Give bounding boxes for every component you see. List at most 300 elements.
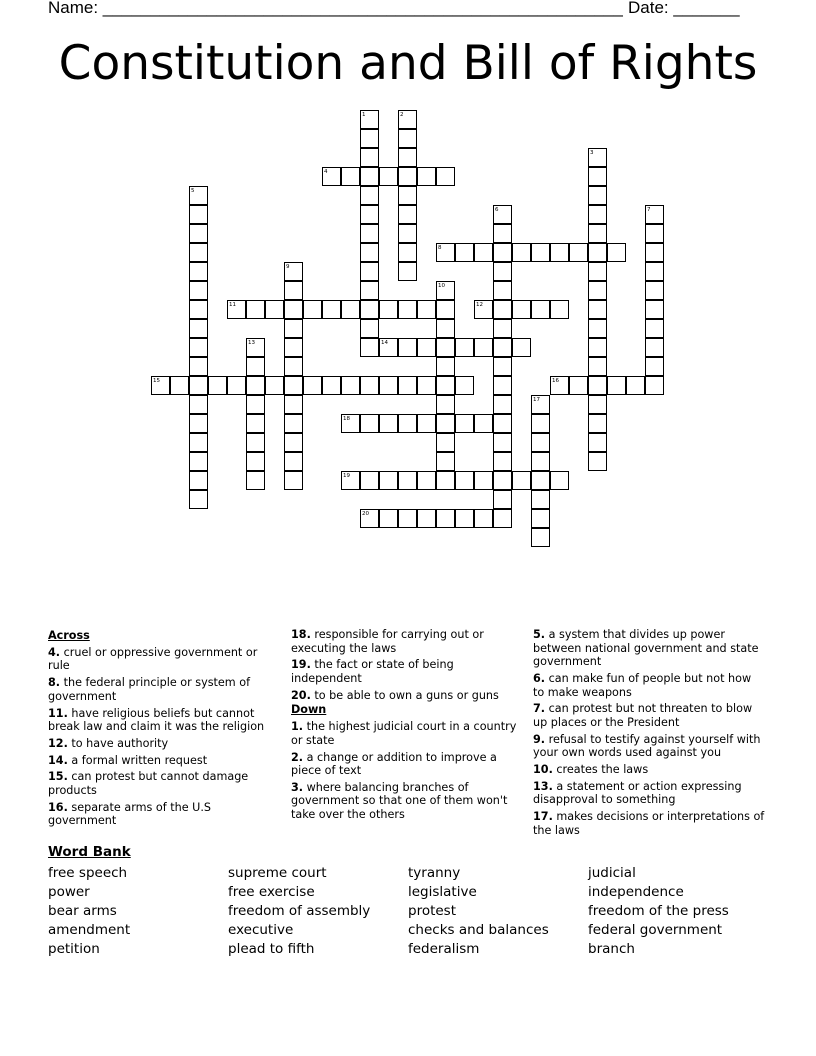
crossword-cell[interactable] — [398, 414, 417, 433]
word-bank-title: Word Bank — [48, 844, 131, 860]
crossword-cell[interactable] — [398, 110, 417, 129]
crossword-cell[interactable] — [360, 243, 379, 262]
word-bank-item: plead to fifth — [228, 941, 315, 957]
crossword-cell[interactable] — [360, 110, 379, 129]
word-bank-item: bear arms — [48, 903, 117, 919]
crossword-cell[interactable] — [588, 186, 607, 205]
word-bank-item: branch — [588, 941, 635, 957]
crossword-cell[interactable] — [227, 300, 246, 319]
crossword-cell[interactable] — [436, 471, 455, 490]
crossword-cell[interactable] — [645, 224, 664, 243]
crossword-cell[interactable] — [474, 300, 493, 319]
crossword-cell[interactable] — [493, 509, 512, 528]
word-bank-item: free exercise — [228, 884, 315, 900]
crossword-cell[interactable] — [588, 414, 607, 433]
clue-number: 15 — [153, 378, 160, 384]
crossword-cell[interactable] — [322, 167, 341, 186]
crossword-cell[interactable] — [588, 376, 607, 395]
clue-text: cruel or oppressive government or rule — [48, 645, 258, 673]
crossword-cell[interactable] — [189, 338, 208, 357]
crossword-cell[interactable] — [284, 471, 303, 490]
crossword-cell[interactable] — [531, 471, 550, 490]
crossword-cell[interactable] — [455, 471, 474, 490]
crossword-cell[interactable] — [436, 452, 455, 471]
crossword-cell[interactable] — [360, 281, 379, 300]
clue-text: can protest but not threaten to blow up places or the President — [533, 702, 753, 729]
clue-item — [291, 658, 523, 685]
crossword-cell[interactable] — [474, 243, 493, 262]
crossword-cell[interactable] — [284, 319, 303, 338]
crossword-cell[interactable] — [398, 338, 417, 357]
clue-text: a statement or action expressing disapproval to something — [533, 779, 742, 807]
crossword-cell[interactable] — [588, 338, 607, 357]
word-bank-item: supreme court — [228, 865, 327, 881]
crossword-cell[interactable] — [189, 300, 208, 319]
word-bank-item: checks and balances — [408, 922, 549, 938]
clue-number: 17. — [533, 810, 553, 824]
crossword-cell[interactable] — [208, 376, 227, 395]
crossword-cell[interactable] — [284, 433, 303, 452]
crossword-cell[interactable] — [398, 205, 417, 224]
crossword-cell[interactable] — [493, 243, 512, 262]
down-heading: Down — [291, 703, 327, 717]
word-bank-item: independence — [588, 884, 684, 900]
crossword-cell[interactable] — [512, 243, 531, 262]
crossword-cell[interactable] — [360, 376, 379, 395]
crossword-cell[interactable] — [436, 319, 455, 338]
clue-number: 16. — [48, 800, 68, 814]
crossword-cell[interactable] — [493, 471, 512, 490]
clues-column-1 — [48, 628, 280, 828]
clue-item — [533, 672, 765, 699]
crossword-cell[interactable] — [455, 376, 474, 395]
crossword-cell[interactable] — [189, 205, 208, 224]
crossword-cell[interactable] — [360, 205, 379, 224]
crossword-cell[interactable] — [493, 376, 512, 395]
crossword-cell[interactable] — [151, 376, 170, 395]
crossword-cell[interactable] — [360, 148, 379, 167]
crossword-cell[interactable] — [360, 224, 379, 243]
clue-number: 14 — [381, 340, 388, 346]
crossword-cell[interactable] — [341, 300, 360, 319]
crossword-cell[interactable] — [588, 205, 607, 224]
crossword-cell[interactable] — [474, 509, 493, 528]
crossword-cell[interactable] — [531, 414, 550, 433]
crossword-cell[interactable] — [417, 338, 436, 357]
clue-text: separate arms of the U.S government — [48, 800, 211, 828]
clue-item — [48, 754, 280, 768]
clue-number: 5. — [533, 628, 546, 641]
crossword-cell[interactable] — [588, 300, 607, 319]
clue-number: 8. — [48, 676, 61, 690]
crossword-cell[interactable] — [360, 414, 379, 433]
clue-number: 16 — [552, 378, 559, 384]
clue-number: 6. — [533, 671, 546, 685]
crossword-cell[interactable] — [360, 262, 379, 281]
crossword-cell[interactable] — [531, 528, 550, 547]
crossword-cell[interactable] — [588, 243, 607, 262]
clue-item — [48, 770, 280, 797]
crossword-cell[interactable] — [379, 300, 398, 319]
crossword-cell[interactable] — [512, 471, 531, 490]
crossword-cell[interactable] — [360, 186, 379, 205]
crossword-cell[interactable] — [493, 205, 512, 224]
crossword-cell[interactable] — [398, 376, 417, 395]
clue-number: 12 — [476, 302, 483, 308]
crossword-cell[interactable] — [474, 414, 493, 433]
page-title: Constitution and Bill of Rights — [58, 36, 758, 91]
word-bank-item: amendment — [48, 922, 131, 938]
clue-text: to have authority — [71, 736, 169, 750]
crossword-cell[interactable] — [588, 281, 607, 300]
crossword-cell[interactable] — [493, 300, 512, 319]
name-field-line: Name: _______________________________________________________ — [48, 0, 623, 17]
crossword-cell[interactable] — [588, 452, 607, 471]
crossword-cell[interactable] — [265, 300, 284, 319]
crossword-cell[interactable] — [436, 338, 455, 357]
crossword-cell[interactable] — [645, 338, 664, 357]
crossword-cell[interactable] — [645, 262, 664, 281]
clue-number: 19. — [291, 658, 311, 672]
clue-number: 7. — [533, 702, 546, 716]
crossword-cell[interactable] — [417, 414, 436, 433]
crossword-cell[interactable] — [417, 167, 436, 186]
crossword-cell[interactable] — [569, 243, 588, 262]
crossword-cell[interactable] — [246, 395, 265, 414]
crossword-cell[interactable] — [322, 376, 341, 395]
crossword-cell[interactable] — [436, 414, 455, 433]
word-bank-item: executive — [228, 922, 294, 938]
clue-text: where balancing branches of government so that one of them won't take over the others — [291, 780, 508, 822]
clue-text: the highest judicial court in a country or state — [291, 720, 517, 747]
crossword-cell[interactable] — [645, 281, 664, 300]
crossword-cell[interactable] — [436, 395, 455, 414]
crossword-cell[interactable] — [588, 148, 607, 167]
clue-number: 2. — [291, 750, 304, 764]
clue-item — [533, 780, 765, 807]
crossword-cell[interactable] — [645, 357, 664, 376]
clue-item — [48, 646, 280, 673]
crossword-cell[interactable] — [588, 395, 607, 414]
crossword-cell[interactable] — [493, 395, 512, 414]
clue-item — [48, 737, 280, 751]
crossword-cell[interactable] — [360, 129, 379, 148]
crossword-cell[interactable] — [246, 300, 265, 319]
clue-number: 10. — [533, 763, 553, 777]
crossword-cell[interactable] — [398, 186, 417, 205]
crossword-cell[interactable] — [550, 376, 569, 395]
crossword-cell[interactable] — [417, 471, 436, 490]
clue-item — [533, 763, 765, 777]
word-bank-item: protest — [408, 903, 457, 919]
clue-number: 9. — [533, 732, 546, 746]
word-bank-item: petition — [48, 941, 100, 957]
crossword-cell[interactable] — [189, 471, 208, 490]
clue-item — [291, 628, 523, 655]
crossword-cell[interactable] — [189, 243, 208, 262]
word-bank-column-1 — [48, 864, 130, 959]
crossword-cell[interactable] — [189, 452, 208, 471]
clue-item — [48, 801, 280, 828]
clue-number: 13. — [533, 779, 553, 793]
clue-number: 15. — [48, 770, 68, 784]
crossword-cell[interactable] — [189, 281, 208, 300]
crossword-cell[interactable] — [284, 376, 303, 395]
clue-text: a system that divides up power between national government and state government — [533, 628, 759, 669]
crossword-cell[interactable] — [379, 471, 398, 490]
clue-number: 19 — [343, 473, 350, 479]
crossword-cell[interactable] — [170, 376, 189, 395]
crossword-cell[interactable] — [284, 414, 303, 433]
crossword-cell[interactable] — [512, 338, 531, 357]
crossword-cell[interactable] — [398, 262, 417, 281]
clue-number: 17 — [533, 397, 540, 403]
crossword-cell[interactable] — [189, 224, 208, 243]
clue-item — [291, 781, 523, 822]
clue-number: 8 — [438, 245, 442, 251]
word-bank-item: power — [48, 884, 90, 900]
clue-number: 3 — [590, 150, 594, 156]
crossword-cell[interactable] — [284, 281, 303, 300]
clue-text: a formal written request — [71, 753, 208, 767]
clue-number: 12. — [48, 736, 68, 750]
clue-number: 3. — [291, 780, 304, 794]
clue-text: a change or addition to improve a piece of text — [291, 750, 497, 778]
crossword-cell[interactable] — [303, 300, 322, 319]
crossword-cell[interactable] — [398, 224, 417, 243]
clue-number: 1. — [291, 720, 304, 734]
crossword-cell[interactable] — [493, 262, 512, 281]
crossword-cell[interactable] — [189, 490, 208, 509]
crossword-cell[interactable] — [455, 414, 474, 433]
crossword-cell[interactable] — [265, 376, 284, 395]
crossword-cell[interactable] — [189, 414, 208, 433]
crossword-cell[interactable] — [284, 357, 303, 376]
crossword-cell[interactable] — [588, 262, 607, 281]
clue-text: creates the laws — [556, 763, 649, 777]
crossword-cell[interactable] — [531, 509, 550, 528]
clue-number: 2 — [400, 112, 404, 118]
date-field-line: Date: _______ — [628, 0, 740, 17]
crossword-cell[interactable] — [360, 338, 379, 357]
crossword-cell[interactable] — [284, 262, 303, 281]
crossword-cell[interactable] — [645, 376, 664, 395]
crossword-cell[interactable] — [284, 452, 303, 471]
crossword-cell[interactable] — [284, 300, 303, 319]
crossword-cell[interactable] — [436, 376, 455, 395]
crossword-cell[interactable] — [341, 376, 360, 395]
clue-text: refusal to testify against yourself with your own words used against you — [533, 732, 761, 760]
crossword-cell[interactable] — [436, 167, 455, 186]
crossword-cell[interactable] — [246, 338, 265, 357]
clues-column-2 — [291, 628, 523, 822]
across-heading: Across — [48, 629, 90, 642]
clue-number: 13 — [248, 340, 255, 346]
clue-number: 18. — [291, 628, 311, 641]
crossword-cell[interactable] — [227, 376, 246, 395]
crossword-cell[interactable] — [493, 490, 512, 509]
word-bank-item: judicial — [588, 865, 636, 881]
crossword-cell[interactable] — [550, 300, 569, 319]
crossword-cell[interactable] — [436, 509, 455, 528]
crossword-cell[interactable] — [189, 319, 208, 338]
crossword-cell[interactable] — [398, 509, 417, 528]
clue-number: 7 — [647, 207, 651, 213]
crossword-cell[interactable] — [531, 490, 550, 509]
crossword-cell[interactable] — [436, 433, 455, 452]
clue-number: 11. — [48, 706, 68, 720]
crossword-cell[interactable] — [341, 167, 360, 186]
crossword-cell[interactable] — [645, 243, 664, 262]
crossword-cell[interactable] — [246, 357, 265, 376]
clue-text: the federal principle or system of government — [48, 676, 251, 703]
clue-text: makes decisions or interpretations of the laws — [533, 810, 765, 837]
crossword-cell[interactable] — [360, 167, 379, 186]
clue-number: 14. — [48, 753, 68, 767]
crossword-cell[interactable] — [189, 395, 208, 414]
crossword-cell[interactable] — [189, 357, 208, 376]
word-bank-item: federal government — [588, 922, 723, 938]
crossword-cell[interactable] — [246, 452, 265, 471]
clue-text: have religious beliefs but cannot break law and claim it was the religion — [48, 706, 265, 734]
crossword-cell[interactable] — [398, 300, 417, 319]
crossword-cell[interactable] — [436, 357, 455, 376]
crossword-cell[interactable] — [246, 376, 265, 395]
crossword-cell[interactable] — [493, 319, 512, 338]
crossword-cell[interactable] — [569, 376, 588, 395]
word-bank-item: freedom of the press — [588, 903, 729, 919]
crossword-cell[interactable] — [455, 338, 474, 357]
clue-item — [291, 720, 523, 747]
crossword-cell[interactable] — [360, 471, 379, 490]
crossword-cell[interactable] — [379, 414, 398, 433]
crossword-cell[interactable] — [417, 376, 436, 395]
crossword-cell[interactable] — [360, 300, 379, 319]
crossword-cell[interactable] — [531, 243, 550, 262]
clue-number: 20 — [362, 511, 369, 517]
crossword-cell[interactable] — [607, 243, 626, 262]
crossword-cell[interactable] — [398, 471, 417, 490]
crossword-cell[interactable] — [322, 300, 341, 319]
clue-item — [48, 676, 280, 703]
crossword-cell[interactable] — [379, 509, 398, 528]
clue-item — [533, 733, 765, 760]
crossword-cell[interactable] — [493, 414, 512, 433]
crossword-cell[interactable] — [493, 433, 512, 452]
crossword-cell[interactable] — [246, 414, 265, 433]
word-bank-item: free speech — [48, 865, 128, 881]
crossword-cell[interactable] — [474, 471, 493, 490]
crossword-cell[interactable] — [417, 509, 436, 528]
crossword-cell[interactable] — [436, 300, 455, 319]
crossword-cell[interactable] — [645, 205, 664, 224]
clue-item — [291, 689, 523, 703]
word-bank-item: federalism — [408, 941, 480, 957]
crossword-cell[interactable] — [550, 471, 569, 490]
clue-item — [533, 810, 765, 837]
crossword-cell[interactable] — [189, 433, 208, 452]
word-bank-item: legislative — [408, 884, 477, 900]
clue-text: can make fun of people but not how to make weapons — [533, 671, 752, 699]
crossword-cell[interactable] — [379, 338, 398, 357]
crossword-cell[interactable] — [645, 300, 664, 319]
crossword-cell[interactable] — [189, 262, 208, 281]
crossword-cell[interactable] — [493, 452, 512, 471]
crossword-cell[interactable] — [284, 338, 303, 357]
crossword-cell[interactable] — [531, 300, 550, 319]
clue-text: the fact or state of being independent — [291, 658, 454, 685]
crossword-cell[interactable] — [398, 148, 417, 167]
crossword-cell[interactable] — [474, 338, 493, 357]
crossword-cell[interactable] — [493, 357, 512, 376]
crossword-cell[interactable] — [341, 414, 360, 433]
crossword-cell[interactable] — [588, 433, 607, 452]
crossword-cell[interactable] — [246, 471, 265, 490]
crossword-cell[interactable] — [531, 395, 550, 414]
clue-item — [48, 707, 280, 734]
crossword-cell[interactable] — [607, 376, 626, 395]
crossword-cell[interactable] — [379, 376, 398, 395]
crossword-cell[interactable] — [360, 509, 379, 528]
crossword-cell[interactable] — [626, 376, 645, 395]
clue-number: 9 — [286, 264, 290, 270]
clue-item — [533, 628, 765, 669]
crossword-cell[interactable] — [379, 167, 398, 186]
word-bank-item: tyranny — [408, 865, 461, 881]
crossword-cell[interactable] — [398, 243, 417, 262]
crossword-cell[interactable] — [588, 224, 607, 243]
clue-text: to be able to own a guns or guns — [314, 688, 499, 702]
crossword-cell[interactable] — [645, 319, 664, 338]
crossword-cell[interactable] — [550, 243, 569, 262]
crossword-cell[interactable] — [246, 433, 265, 452]
crossword-cell[interactable] — [531, 433, 550, 452]
crossword-cell[interactable] — [436, 243, 455, 262]
crossword-cell[interactable] — [341, 471, 360, 490]
crossword-cell[interactable] — [455, 243, 474, 262]
crossword-cell[interactable] — [512, 300, 531, 319]
clue-text: can protest but cannot damage products — [48, 770, 249, 798]
crossword-cell[interactable] — [398, 167, 417, 186]
crossword-cell[interactable] — [493, 281, 512, 300]
crossword-cell[interactable] — [417, 300, 436, 319]
crossword-cell[interactable] — [189, 376, 208, 395]
crossword-cell[interactable] — [303, 376, 322, 395]
crossword-cell[interactable] — [398, 129, 417, 148]
crossword-cell[interactable] — [284, 395, 303, 414]
clue-item — [533, 702, 765, 729]
crossword-cell[interactable] — [493, 338, 512, 357]
crossword-cell[interactable] — [455, 509, 474, 528]
clues-column-3 — [533, 628, 765, 837]
crossword-cell[interactable] — [588, 319, 607, 338]
crossword-cell[interactable] — [493, 224, 512, 243]
clue-number: 11 — [229, 302, 236, 308]
word-bank-column-4 — [588, 864, 729, 959]
clue-number: 4 — [324, 169, 328, 175]
crossword-cell[interactable] — [588, 357, 607, 376]
crossword-cell[interactable] — [360, 319, 379, 338]
word-bank-column-3 — [408, 864, 549, 959]
clue-number: 4. — [48, 645, 61, 659]
crossword-cell[interactable] — [531, 452, 550, 471]
clue-text: responsible for carrying out or executing the laws — [291, 628, 484, 655]
crossword-cell[interactable] — [588, 167, 607, 186]
crossword-cell[interactable] — [436, 281, 455, 300]
clue-number: 18 — [343, 416, 350, 422]
crossword-cell[interactable] — [189, 186, 208, 205]
clue-number: 5 — [191, 188, 195, 194]
